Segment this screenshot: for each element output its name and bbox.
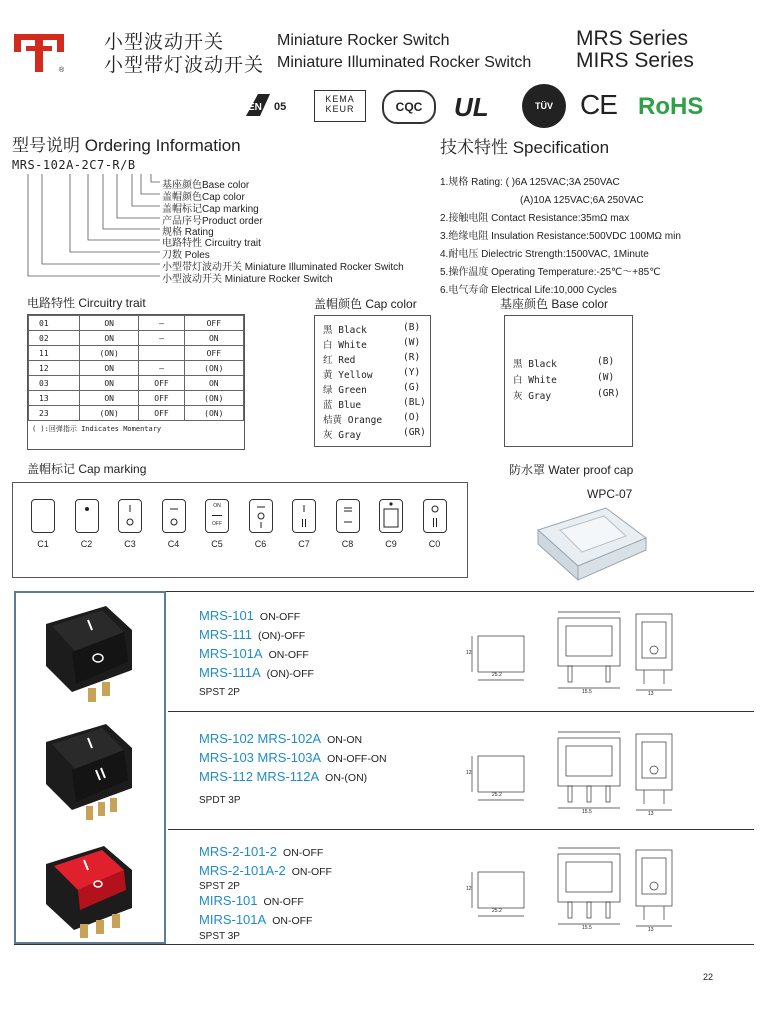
cap-marking-label: C6: [254, 539, 267, 549]
product-block-1: [199, 607, 314, 698]
circuitry-cell: 01: [29, 316, 80, 331]
cap-marking-c2: [67, 499, 107, 549]
cert-tuv-mark: [522, 84, 566, 128]
ordering-line: 电路特性 Circuitry trait: [162, 238, 261, 249]
product-pole-type: SPDT 3P: [199, 795, 241, 806]
product-model-line: [199, 862, 332, 881]
circuitry-cell: ON: [80, 361, 139, 376]
spec-line: 2.接触电阻 Contact Resistance:35mΩ max: [440, 213, 630, 224]
product-function: (ON)-OFF: [257, 630, 306, 642]
circuitry-cell: 12: [29, 361, 80, 376]
product-photo-black-switch: [36, 718, 136, 822]
color-code: (GR): [403, 427, 426, 438]
color-name: 黑 Black: [323, 325, 367, 336]
cap-marking-symbol-icon: [31, 499, 55, 533]
spec-line: 4.耐电压 Dielectric Strength:1500VAC, 1Minute: [440, 249, 649, 260]
circuitry-cell: 23: [29, 406, 80, 421]
circuitry-cell: (ON): [80, 406, 139, 421]
product-function: ON-OFF: [283, 847, 324, 859]
ordering-line: 产品序号Product order: [162, 216, 263, 227]
cap-marking-title: 盖帽标记 Cap marking: [27, 462, 147, 476]
base-color-item: [505, 388, 632, 404]
circuitry-cell: (ON): [184, 361, 243, 376]
dimension-svg: [466, 728, 756, 818]
cap-color-item: [315, 427, 430, 442]
circuitry-cell: —: [139, 316, 184, 331]
title-cn-1: 小型波动开关: [104, 32, 225, 53]
cert-rohs-mark: RoHS: [638, 93, 704, 120]
product-model: MRS-111A: [199, 665, 261, 680]
circuitry-note: ( ):回弹指示 Indicates Momentary: [32, 425, 162, 433]
product-model-line: [199, 768, 387, 787]
cap-marking-label: C9: [385, 539, 397, 549]
cap-marking-c9: [371, 499, 411, 549]
circuitry-cell: 11: [29, 346, 80, 361]
cert-kema-text: KEMA: [325, 94, 355, 104]
color-code: (W): [403, 337, 421, 348]
series-mrs: MRS Series: [576, 27, 689, 50]
waterproof-cap-image: [508, 490, 656, 582]
product-function: (ON)-OFF: [266, 668, 314, 680]
cap-marking-label: C0: [428, 539, 441, 549]
cap-marking-c7: [284, 499, 324, 549]
product-model-line: [199, 664, 314, 683]
product-photo-red-switch: [36, 836, 136, 940]
product-model: MRS-102 MRS-102A: [199, 731, 322, 746]
cap-marking-on-text: ON: [213, 503, 221, 509]
circuitry-table-box: [27, 314, 245, 450]
product-function: ON-(ON): [325, 772, 368, 784]
color-code: (BL): [403, 397, 426, 408]
cap-marking-c1: [23, 499, 63, 549]
cap-marking-symbol-icon: [336, 499, 360, 533]
color-name: 灰 Gray: [323, 430, 362, 441]
product-model: MIRS-101A: [199, 912, 267, 927]
circuitry-row: [29, 376, 244, 391]
product-pole-type: SPST 3P: [199, 931, 240, 942]
cap-color-item: [315, 382, 430, 397]
dimension-width-label: 25.2: [492, 792, 502, 798]
circuitry-row: [29, 346, 244, 361]
cap-marking-c0: [415, 499, 455, 549]
circuitry-cell: —: [139, 361, 184, 376]
cap-marking-symbol-icon: [292, 499, 316, 533]
cap-marking-label: C3: [124, 539, 136, 549]
svg-text:®: ®: [59, 67, 65, 74]
ordering-line: 刀数 Poles: [162, 250, 210, 261]
circuitry-cell: OFF: [184, 316, 243, 331]
circuitry-cell: 03: [29, 376, 80, 391]
cap-color-item: [315, 412, 430, 427]
color-name: 黑 Black: [513, 359, 557, 370]
color-name: 蓝 Blue: [323, 400, 362, 411]
product-function: ON-OFF-ON: [327, 753, 387, 765]
color-code: (B): [403, 322, 421, 333]
dimension-height-label: 12: [466, 770, 472, 776]
color-code: (R): [403, 352, 421, 363]
base-color-item: [505, 372, 632, 388]
color-name: 绿 Green: [323, 385, 367, 396]
ordering-line: 盖帽标记Cap marking: [162, 204, 259, 215]
cap-marking-box: [12, 482, 468, 578]
cert-tuv-text: TÜV: [535, 101, 553, 111]
dimension-side-label: 13: [648, 691, 654, 697]
base-color-title: 基座颜色 Base color: [500, 297, 609, 311]
spec-line: 3.绝缘电阻 Insulation Resistance:500VDC 100MΩ min: [440, 231, 681, 242]
cap-marking-symbol-icon: [162, 499, 186, 533]
title-en-2: Miniature Illuminated Rocker Switch: [277, 54, 532, 71]
color-name: 白 White: [323, 340, 367, 351]
color-name: 灰 Gray: [513, 391, 552, 402]
cap-marking-symbol-icon: [205, 499, 229, 533]
product-function: ON-OFF: [268, 649, 309, 661]
product-function: ON-OFF: [259, 611, 301, 623]
color-code: (GR): [597, 388, 620, 399]
cap-marking-off-text: OFF: [212, 521, 222, 527]
ordering-line: 盖帽颜色Cap color: [162, 192, 245, 203]
product-model-line: [199, 626, 314, 645]
circuitry-table: [28, 315, 244, 421]
product-model-line: [199, 843, 332, 862]
circuitry-cell: ON: [80, 391, 139, 406]
product-model: MRS-2-101-2: [199, 844, 278, 859]
cap-marking-symbol-icon: [379, 499, 403, 533]
circuitry-row: [29, 331, 244, 346]
cap-marking-label: C5: [211, 539, 223, 549]
dimension-side-label: 13: [648, 927, 654, 933]
dimension-svg: [466, 608, 756, 698]
color-code: (B): [597, 356, 615, 367]
cert-keur-text: KEUR: [325, 104, 355, 114]
circuitry-cell: (ON): [80, 346, 139, 361]
dimension-base-label: 15.5: [582, 809, 592, 815]
cap-marking-symbol-icon: [118, 499, 142, 533]
page-number: 22: [703, 972, 714, 982]
cap-marking-label: C1: [37, 539, 49, 549]
cert-ul-mark: [452, 92, 512, 120]
circuitry-cell: ON: [184, 376, 243, 391]
dimension-height-label: 12: [466, 886, 472, 892]
dimension-svg: [466, 844, 756, 934]
color-name: 桔黄 Orange: [323, 415, 383, 426]
base-color-box: [504, 315, 633, 447]
cap-marking-c3: [110, 499, 150, 549]
color-name: 红 Red: [323, 355, 356, 366]
ordering-line: 规格 Rating: [162, 227, 214, 238]
dimension-drawing-2: [466, 728, 756, 818]
cap-marking-symbol-icon: [249, 499, 273, 533]
dimension-drawing-3: [466, 844, 756, 934]
spec-line: (A)10A 125VAC;6A 250VAC: [520, 195, 644, 206]
product-block-3: [199, 843, 332, 942]
ordering-line: 小型波动开关 Miniature Rocker Switch: [162, 274, 333, 285]
cap-marking-c6: [241, 499, 281, 549]
spec-title: 技术特性 Specification: [440, 138, 610, 157]
product-model: MRS-2-101A-2: [199, 863, 286, 878]
cap-color-box: [314, 315, 431, 447]
product-model: MRS-101: [199, 608, 254, 623]
color-code: (G): [403, 382, 421, 393]
product-model: MRS-101A: [199, 646, 263, 661]
divider: [14, 944, 754, 945]
ordering-line: 小型带灯波动开关 Miniature Illuminated Rocker Switch: [162, 262, 404, 273]
circuitry-cell: [139, 346, 184, 361]
product-function: ON-ON: [327, 734, 363, 746]
circuitry-cell: 02: [29, 331, 80, 346]
circuitry-title: 电路特性 Circuitry trait: [27, 296, 146, 310]
product-model-line: [199, 645, 314, 664]
product-function: ON-OFF: [272, 915, 313, 927]
circuitry-cell: OFF: [139, 376, 184, 391]
circuitry-row: [29, 406, 244, 421]
product-model-line: [199, 607, 314, 626]
product-model-line: [199, 730, 387, 749]
product-model: MIRS-101: [199, 893, 258, 908]
circuitry-cell: ON: [184, 331, 243, 346]
product-function: ON-OFF: [263, 896, 304, 908]
circuitry-cell: —: [139, 331, 184, 346]
product-photo-black-switch: [36, 600, 136, 704]
spec-line: 5.操作温度 Operating Temperature:-25℃～+85℃: [440, 267, 661, 278]
circuitry-row: [29, 361, 244, 376]
circuitry-cell: OFF: [139, 406, 184, 421]
product-model-line: [199, 892, 332, 911]
cert-ce-mark: CE: [580, 89, 617, 120]
dimension-height-label: 12: [466, 650, 472, 656]
spec-line: 6.电气寿命 Electrical Life:10,000 Cycles: [440, 285, 617, 296]
product-model-line: [199, 749, 387, 768]
ordering-code: MRS-102A-2C7-R/B: [12, 158, 136, 172]
product-model: MRS-103 MRS-103A: [199, 750, 322, 765]
color-code: (O): [403, 412, 421, 423]
cap-color-item: [315, 367, 430, 382]
product-pole-type: SPST 2P: [199, 687, 240, 698]
spec-line: 1.规格 Rating: ( )6A 125VAC;3A 250VAC: [440, 177, 620, 188]
cert-05-text: 05: [274, 101, 287, 113]
cap-color-item: [315, 352, 430, 367]
divider: [168, 829, 754, 830]
product-pole-type: SPST 2P: [199, 881, 240, 892]
cap-marking-label: C4: [167, 539, 180, 549]
cap-color-title: 盖帽颜色 Cap color: [314, 297, 417, 311]
circuitry-row: [29, 391, 244, 406]
product-model: MRS-111: [199, 627, 252, 642]
dimension-width-label: 25.2: [492, 672, 502, 678]
circuitry-cell: (ON): [184, 406, 243, 421]
ordering-line: 基座颜色Base color: [162, 180, 250, 191]
cap-marking-label: C8: [341, 539, 354, 549]
cap-color-item: [315, 337, 430, 352]
waterproof-model: WPC-07: [587, 487, 633, 501]
cap-color-item: [315, 322, 430, 337]
dimension-drawing-1: [466, 608, 756, 698]
color-name: 白 White: [513, 375, 557, 386]
dimension-base-label: 15.5: [582, 925, 592, 931]
cap-marking-c4: [154, 499, 194, 549]
series-mirs: MIRS Series: [576, 49, 694, 72]
cert-en-text: EN: [248, 102, 262, 113]
product-block-2: [199, 730, 387, 806]
product-function: ON-OFF: [291, 866, 332, 878]
dimension-width-label: 25.2: [492, 908, 502, 914]
color-name: 黄 Yellow: [323, 370, 373, 381]
base-color-item: [505, 356, 632, 372]
cap-marking-c8: [328, 499, 368, 549]
circuitry-cell: (ON): [184, 391, 243, 406]
divider: [168, 711, 754, 712]
cap-marking-symbol-icon: [75, 499, 99, 533]
ordering-title: 型号说明 Ordering Information: [12, 136, 241, 155]
cap-marking-label: C2: [80, 539, 93, 549]
product-model-line: [199, 911, 332, 930]
circuitry-cell: 13: [29, 391, 80, 406]
circuitry-cell: ON: [80, 316, 139, 331]
circuitry-cell: OFF: [139, 391, 184, 406]
cert-cqc-text: CQC: [395, 100, 423, 114]
color-code: (W): [597, 372, 615, 383]
product-model: MRS-112 MRS-112A: [199, 769, 320, 784]
cap-marking-label: C7: [298, 539, 310, 549]
dimension-side-label: 13: [648, 811, 654, 817]
title-en-1: Miniature Rocker Switch: [277, 32, 450, 49]
circuitry-cell: OFF: [184, 346, 243, 361]
cap-color-item: [315, 397, 430, 412]
circuitry-cell: ON: [80, 376, 139, 391]
circuitry-row: [29, 316, 244, 331]
waterproof-title: 防水罩 Water proof cap: [509, 463, 634, 477]
title-cn-2: 小型带灯波动开关: [104, 55, 265, 76]
cap-marking-symbol-icon: [423, 499, 447, 533]
color-code: (Y): [403, 367, 421, 378]
cert-ul-text: UL: [454, 92, 489, 120]
circuitry-cell: ON: [80, 331, 139, 346]
dimension-base-label: 15.5: [582, 689, 592, 695]
cap-marking-c5: [197, 499, 237, 549]
